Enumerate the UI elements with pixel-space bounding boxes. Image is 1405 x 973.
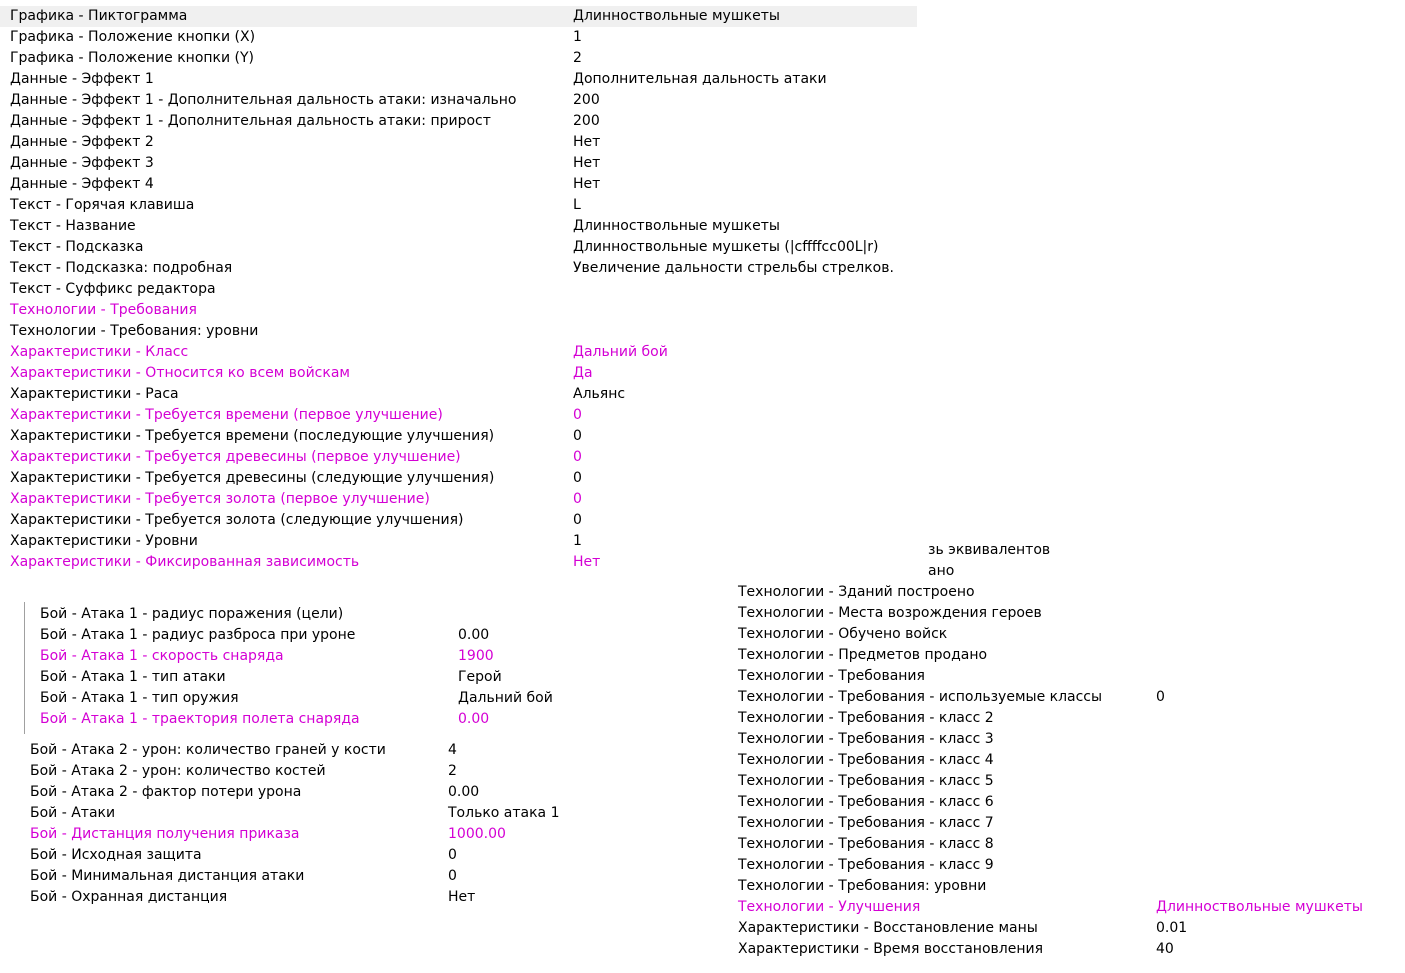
property-row[interactable] bbox=[0, 195, 917, 216]
property-value: 0.00 bbox=[448, 784, 480, 800]
property-value: 0.01 bbox=[1156, 920, 1188, 936]
property-name: Технологии - Требования: уровни bbox=[738, 878, 987, 894]
property-row[interactable] bbox=[0, 531, 917, 552]
property-name: Текст - Суффикс редактора bbox=[10, 281, 216, 297]
property-row[interactable] bbox=[0, 6, 917, 27]
property-name: Технологии - Требования - класс 7 bbox=[738, 815, 994, 831]
property-row[interactable] bbox=[0, 604, 700, 625]
property-list-attack1 bbox=[0, 596, 720, 736]
property-value: 1000.00 bbox=[448, 826, 506, 842]
property-row[interactable] bbox=[0, 866, 700, 887]
property-row[interactable] bbox=[0, 824, 700, 845]
property-row[interactable] bbox=[728, 645, 1395, 666]
property-name: Бой - Атаки bbox=[30, 805, 116, 821]
property-row[interactable] bbox=[0, 646, 700, 667]
property-value: Дополнительная дальность атаки bbox=[573, 71, 827, 87]
property-value: Увеличение дальности стрельбы стрелков. bbox=[573, 260, 894, 276]
truncated-fragment-2: ано bbox=[928, 563, 955, 579]
property-list-attack2 bbox=[0, 742, 720, 905]
property-name: Технологии - Требования - класс 3 bbox=[738, 731, 994, 747]
property-row[interactable] bbox=[0, 321, 917, 342]
property-row[interactable] bbox=[0, 688, 700, 709]
property-name: Характеристики - Время восстановления bbox=[738, 941, 1043, 957]
property-name: Данные - Эффект 1 bbox=[10, 71, 154, 87]
property-row[interactable] bbox=[728, 876, 1395, 897]
property-value: 1 bbox=[573, 29, 582, 45]
property-name: Характеристики - Раса bbox=[10, 386, 179, 402]
property-row[interactable] bbox=[728, 771, 1395, 792]
property-name: Бой - Атака 1 - радиус разброса при уроне bbox=[40, 627, 356, 643]
property-row[interactable] bbox=[728, 855, 1395, 876]
property-name: Текст - Подсказка: подробная bbox=[10, 260, 233, 276]
property-row[interactable] bbox=[0, 216, 917, 237]
property-name: Текст - Горячая клавиша bbox=[10, 197, 195, 213]
property-row[interactable] bbox=[0, 342, 917, 363]
property-value: 200 bbox=[573, 113, 600, 129]
property-row[interactable] bbox=[0, 803, 700, 824]
property-value: 4 bbox=[448, 742, 457, 758]
property-value: 0 bbox=[573, 470, 582, 486]
tree-guide-line bbox=[24, 602, 25, 734]
property-name: Технологии - Требования - класс 4 bbox=[738, 752, 994, 768]
property-row[interactable] bbox=[728, 897, 1395, 918]
property-value: Длинноствольные мушкеты (|cffffcc00L|r) bbox=[573, 239, 879, 255]
property-list-requirements bbox=[728, 586, 1405, 973]
property-name: Бой - Атака 1 - тип оружия bbox=[40, 690, 239, 706]
property-row[interactable] bbox=[0, 363, 917, 384]
property-name: Характеристики - Требуется золота (следующие улучшения) bbox=[10, 512, 464, 528]
property-row[interactable] bbox=[0, 447, 917, 468]
property-row[interactable] bbox=[0, 27, 917, 48]
property-row[interactable] bbox=[728, 813, 1395, 834]
property-row[interactable] bbox=[728, 603, 1395, 624]
property-name: Технологии - Требования bbox=[10, 302, 197, 318]
property-value: 40 bbox=[1156, 941, 1174, 957]
property-name: Данные - Эффект 4 bbox=[10, 176, 154, 192]
property-row[interactable] bbox=[0, 845, 700, 866]
property-row[interactable] bbox=[728, 939, 1395, 960]
property-row[interactable] bbox=[0, 625, 700, 646]
property-value: Нет bbox=[448, 889, 476, 905]
property-value: Длинноствольные мушкеты bbox=[573, 8, 780, 24]
property-name: Технологии - Требования - класс 5 bbox=[738, 773, 994, 789]
property-row[interactable] bbox=[0, 510, 917, 531]
property-row[interactable] bbox=[728, 666, 1395, 687]
property-value: 2 bbox=[573, 50, 582, 66]
property-name: Технологии - Предметов продано bbox=[738, 647, 988, 663]
property-name: Бой - Дистанция получения приказа bbox=[30, 826, 300, 842]
property-name: Бой - Атака 2 - фактор потери урона bbox=[30, 784, 302, 800]
property-value: 0 bbox=[573, 407, 582, 423]
property-value: 1 bbox=[573, 533, 582, 549]
property-name: Характеристики - Относится ко всем войскам bbox=[10, 365, 350, 381]
property-row[interactable] bbox=[728, 582, 1395, 603]
property-name: Характеристики - Требуется древесины (первое улучшение) bbox=[10, 449, 461, 465]
property-name: Текст - Подсказка bbox=[10, 239, 144, 255]
property-name: Технологии - Требования bbox=[738, 668, 925, 684]
property-value: 0 bbox=[448, 847, 457, 863]
property-value: Альянс bbox=[573, 386, 626, 402]
property-row[interactable] bbox=[0, 279, 917, 300]
property-name: Данные - Эффект 1 - Дополнительная дальность атаки: прирост bbox=[10, 113, 491, 129]
property-row[interactable] bbox=[0, 740, 700, 761]
property-value: 0.00 bbox=[458, 711, 490, 727]
property-row[interactable] bbox=[0, 552, 917, 573]
property-name: Графика - Положение кнопки (X) bbox=[10, 29, 256, 45]
property-name: Характеристики - Требуется времени (первое улучшение) bbox=[10, 407, 443, 423]
property-name: Характеристики - Восстановление маны bbox=[738, 920, 1038, 936]
property-name: Данные - Эффект 1 - Дополнительная дальность атаки: изначально bbox=[10, 92, 517, 108]
property-value: 0 bbox=[1156, 689, 1165, 705]
property-value: Нет bbox=[573, 554, 601, 570]
property-name: Технологии - Зданий построено bbox=[738, 584, 975, 600]
property-row[interactable] bbox=[0, 426, 917, 447]
property-name: Бой - Исходная защита bbox=[30, 847, 202, 863]
property-value: 1900 bbox=[458, 648, 494, 664]
property-row[interactable] bbox=[728, 687, 1395, 708]
property-name: Технологии - Требования - класс 9 bbox=[738, 857, 994, 873]
property-name: Характеристики - Требуется времени (последующие улучшения) bbox=[10, 428, 495, 444]
property-name: Графика - Положение кнопки (Y) bbox=[10, 50, 255, 66]
property-row[interactable] bbox=[0, 468, 917, 489]
property-row[interactable] bbox=[0, 174, 917, 195]
property-row[interactable] bbox=[0, 887, 700, 908]
property-row[interactable] bbox=[0, 132, 917, 153]
property-row[interactable] bbox=[0, 300, 917, 321]
property-row[interactable] bbox=[0, 111, 917, 132]
property-name: Бой - Атака 1 - траектория полета снаряда bbox=[40, 711, 360, 727]
property-row[interactable] bbox=[728, 750, 1395, 771]
property-value: Только атака 1 bbox=[448, 805, 560, 821]
property-name: Технологии - Требования - используемые классы bbox=[738, 689, 1103, 705]
property-row[interactable] bbox=[0, 258, 917, 279]
property-row[interactable] bbox=[728, 792, 1395, 813]
property-row[interactable] bbox=[0, 709, 700, 730]
property-name: Технологии - Требования - класс 6 bbox=[738, 794, 994, 810]
truncated-fragment-1: зь эквивалентов bbox=[928, 542, 1051, 558]
property-name: Характеристики - Уровни bbox=[10, 533, 198, 549]
property-name: Данные - Эффект 3 bbox=[10, 155, 154, 171]
property-value: Дальний бой bbox=[573, 344, 668, 360]
property-value: Длинноствольные мушкеты bbox=[573, 218, 780, 234]
property-name: Текст - Название bbox=[10, 218, 136, 234]
property-row[interactable] bbox=[0, 761, 700, 782]
property-row[interactable] bbox=[0, 48, 917, 69]
property-value: Нет bbox=[573, 134, 601, 150]
property-value: 0 bbox=[573, 428, 582, 444]
property-value: 0 bbox=[573, 449, 582, 465]
property-row[interactable] bbox=[728, 708, 1395, 729]
property-name: Технологии - Обучено войск bbox=[738, 626, 948, 642]
property-list-main bbox=[0, 0, 930, 575]
property-value: Длинноствольные мушкеты bbox=[1156, 899, 1363, 915]
property-row[interactable] bbox=[0, 90, 917, 111]
property-value: 0 bbox=[448, 868, 457, 884]
property-row[interactable] bbox=[0, 489, 917, 510]
property-row[interactable] bbox=[728, 729, 1395, 750]
property-row[interactable] bbox=[0, 405, 917, 426]
property-row[interactable] bbox=[0, 667, 700, 688]
property-name: Характеристики - Требуется древесины (следующие улучшения) bbox=[10, 470, 495, 486]
property-value: Нет bbox=[573, 155, 601, 171]
property-row[interactable] bbox=[728, 834, 1395, 855]
property-name: Характеристики - Фиксированная зависимость bbox=[10, 554, 360, 570]
property-value: 2 bbox=[448, 763, 457, 779]
property-name: Бой - Охранная дистанция bbox=[30, 889, 228, 905]
property-value: Нет bbox=[573, 176, 601, 192]
property-name: Графика - Пиктограмма bbox=[10, 8, 188, 24]
property-name: Бой - Атака 2 - урон: количество костей bbox=[30, 763, 326, 779]
property-value: 200 bbox=[573, 92, 600, 108]
property-name: Технологии - Требования - класс 8 bbox=[738, 836, 994, 852]
property-name: Технологии - Требования: уровни bbox=[10, 323, 259, 339]
property-value: 0 bbox=[573, 491, 582, 507]
property-value: L bbox=[573, 197, 581, 213]
property-name: Технологии - Улучшения bbox=[738, 899, 921, 915]
property-value: Дальний бой bbox=[458, 690, 553, 706]
property-name: Бой - Атака 1 - тип атаки bbox=[40, 669, 226, 685]
property-name: Бой - Атака 1 - скорость снаряда bbox=[40, 648, 284, 664]
property-name: Бой - Минимальная дистанция атаки bbox=[30, 868, 305, 884]
property-name: Данные - Эффект 2 bbox=[10, 134, 154, 150]
property-name: Характеристики - Класс bbox=[10, 344, 189, 360]
property-row[interactable] bbox=[0, 237, 917, 258]
property-name: Бой - Атака 2 - урон: количество граней у кости bbox=[30, 742, 386, 758]
property-row[interactable] bbox=[0, 782, 700, 803]
property-value: Герой bbox=[458, 669, 502, 685]
property-value: 0.00 bbox=[458, 627, 490, 643]
property-name: Характеристики - Требуется золота (первое улучшение) bbox=[10, 491, 430, 507]
property-name: Бой - Атака 1 - радиус поражения (цели) bbox=[40, 606, 344, 622]
property-row[interactable] bbox=[728, 624, 1395, 645]
property-value: 0 bbox=[573, 512, 582, 528]
property-value: Да bbox=[573, 365, 593, 381]
property-name: Технологии - Требования - класс 2 bbox=[738, 710, 994, 726]
property-name: Технологии - Места возрождения героев bbox=[738, 605, 1042, 621]
property-row[interactable] bbox=[0, 69, 917, 90]
property-row[interactable] bbox=[0, 384, 917, 405]
property-row[interactable] bbox=[728, 918, 1395, 939]
property-row[interactable] bbox=[0, 153, 917, 174]
